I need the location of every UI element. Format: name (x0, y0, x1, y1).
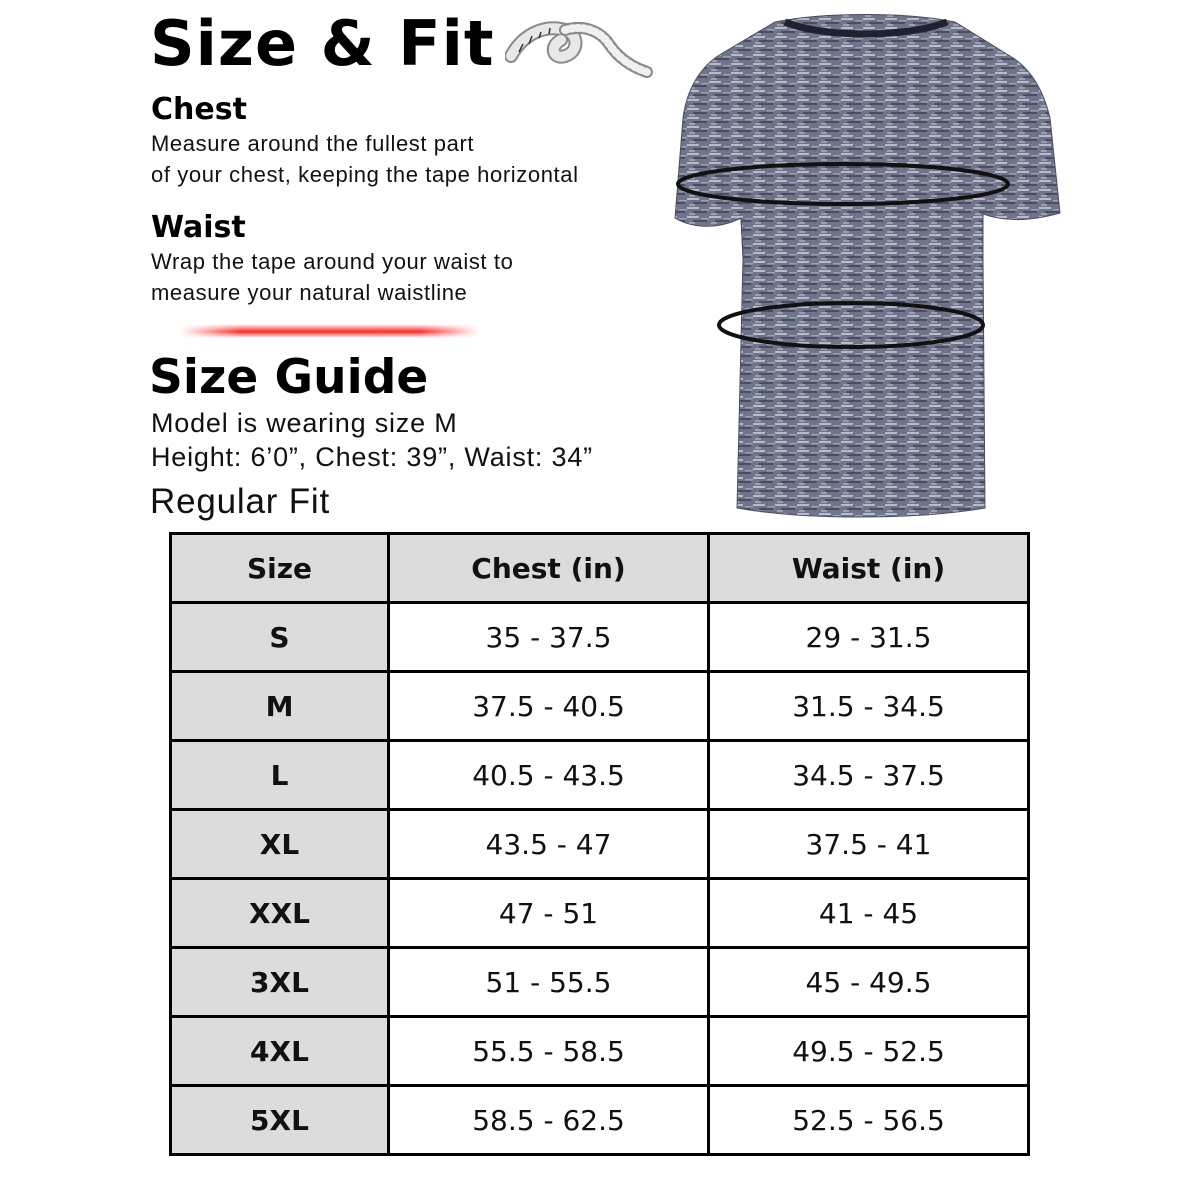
chest-cell: 43.5 - 47 (389, 810, 709, 879)
header-size: Size (171, 534, 389, 603)
waist-cell: 29 - 31.5 (709, 603, 1029, 672)
table-row (171, 603, 1029, 672)
tshirt-image (665, 8, 1065, 523)
size-cell: 5XL (171, 1086, 389, 1155)
table-row (171, 741, 1029, 810)
waist-cell: 37.5 - 41 (709, 810, 1029, 879)
red-divider (180, 324, 480, 338)
chest-instruction-line-1: Measure around the fullest part (151, 131, 475, 156)
model-measurements: Height: 6’0”, Chest: 39”, Waist: 34” (151, 442, 593, 472)
waist-instruction-line-2: measure your natural waistline (151, 280, 468, 305)
size-cell: XXL (171, 879, 389, 948)
waist-cell: 31.5 - 34.5 (709, 672, 1029, 741)
size-cell: 3XL (171, 948, 389, 1017)
waist-cell: 49.5 - 52.5 (709, 1017, 1029, 1086)
chest-cell: 35 - 37.5 (389, 603, 709, 672)
size-cell: M (171, 672, 389, 741)
chest-cell: 47 - 51 (389, 879, 709, 948)
chest-cell: 40.5 - 43.5 (389, 741, 709, 810)
waist-heading: Waist (151, 210, 246, 245)
table-header-row (171, 534, 1029, 603)
chest-instruction-line-2: of your chest, keeping the tape horizontal (151, 162, 579, 187)
size-chart-table (169, 532, 1030, 1156)
waist-cell: 45 - 49.5 (709, 948, 1029, 1017)
chest-cell: 58.5 - 62.5 (389, 1086, 709, 1155)
table-row (171, 1017, 1029, 1086)
model-size-info: Model is wearing size M (151, 408, 458, 438)
size-guide-title: Size Guide (149, 350, 429, 405)
table-row (171, 672, 1029, 741)
page-title: Size & Fit (150, 7, 495, 80)
measuring-tape-icon (505, 14, 655, 80)
header-chest: Chest (in) (389, 534, 709, 603)
size-cell: 4XL (171, 1017, 389, 1086)
size-cell: S (171, 603, 389, 672)
table-row (171, 879, 1029, 948)
table-row (171, 948, 1029, 1017)
table-row (171, 1086, 1029, 1155)
chest-cell: 55.5 - 58.5 (389, 1017, 709, 1086)
waist-instruction-line-1: Wrap the tape around your waist to (151, 249, 514, 274)
fit-label: Regular Fit (150, 482, 330, 521)
chest-heading: Chest (151, 92, 247, 127)
chest-cell: 37.5 - 40.5 (389, 672, 709, 741)
size-cell: XL (171, 810, 389, 879)
waist-cell: 41 - 45 (709, 879, 1029, 948)
chest-cell: 51 - 55.5 (389, 948, 709, 1017)
waist-cell: 52.5 - 56.5 (709, 1086, 1029, 1155)
waist-cell: 34.5 - 37.5 (709, 741, 1029, 810)
table-row (171, 810, 1029, 879)
size-cell: L (171, 741, 389, 810)
header-waist: Waist (in) (709, 534, 1029, 603)
